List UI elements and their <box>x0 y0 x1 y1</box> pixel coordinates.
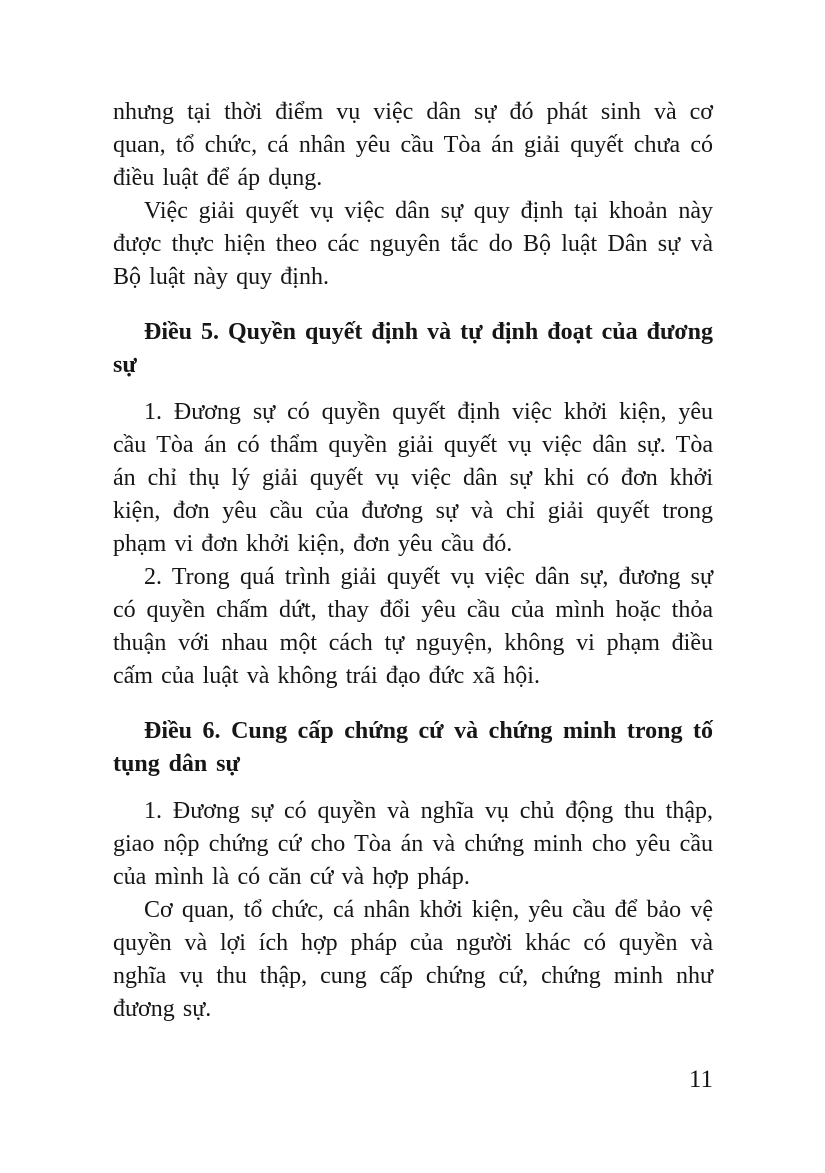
section-heading-dieu-5: Điều 5. Quyền quyết định và tự định đoạt của đương sự <box>113 319 713 378</box>
intro-paragraph: Việc giải quyết vụ việc dân sự quy định tại khoản này được thực hiện theo các nguyên tắc do Bộ luật Dân sự và Bộ luật này quy định. <box>113 198 713 290</box>
paragraph-dieu6-clause-1b: Cơ quan, tổ chức, cá nhân khởi kiện, yêu cầu để bảo vệ quyền và lợi ích hợp pháp của người khác có quyền và nghĩa vụ thu thập, cung cấp chứng cứ, chứng minh như đương sự. <box>113 897 713 1022</box>
paragraph-dieu6-clause-1: 1. Đương sự có quyền và nghĩa vụ chủ động thu thập, giao nộp chứng cứ cho Tòa án và chứng minh cho yêu cầu của mình là có căn cứ và hợp pháp. <box>113 798 713 890</box>
intro-paragraph-continuation: nhưng tại thời điểm vụ việc dân sự đó phát sinh và cơ quan, tổ chức, cá nhân yêu cầu Tòa án giải quyết chưa có điều luật để áp dụng. <box>113 99 713 191</box>
section-heading-dieu-6: Điều 6. Cung cấp chứng cứ và chứng minh trong tố tụng dân sự <box>113 718 713 777</box>
page-number: 11 <box>688 1066 713 1093</box>
text-block <box>113 96 713 1026</box>
paragraph-dieu5-clause-1: 1. Đương sự có quyền quyết định việc khởi kiện, yêu cầu Tòa án có thẩm quyền giải quyết vụ việc dân sự. Tòa án chỉ thụ lý giải quyết vụ việc dân sự khi có đơn khởi kiện, đơn yêu cầu của đương sự và chỉ giải quyết trong phạm vi đơn khởi kiện, đơn yêu cầu đó. <box>113 399 713 557</box>
paragraph-dieu5-clause-2: 2. Trong quá trình giải quyết vụ việc dân sự, đương sự có quyền chấm dứt, thay đổi yêu cầu của mình hoặc thỏa thuận với nhau một cách tự nguyện, không vi phạm điều cấm của luật và không trái đạo đức xã hội. <box>113 564 713 689</box>
page-footer <box>113 1063 713 1096</box>
